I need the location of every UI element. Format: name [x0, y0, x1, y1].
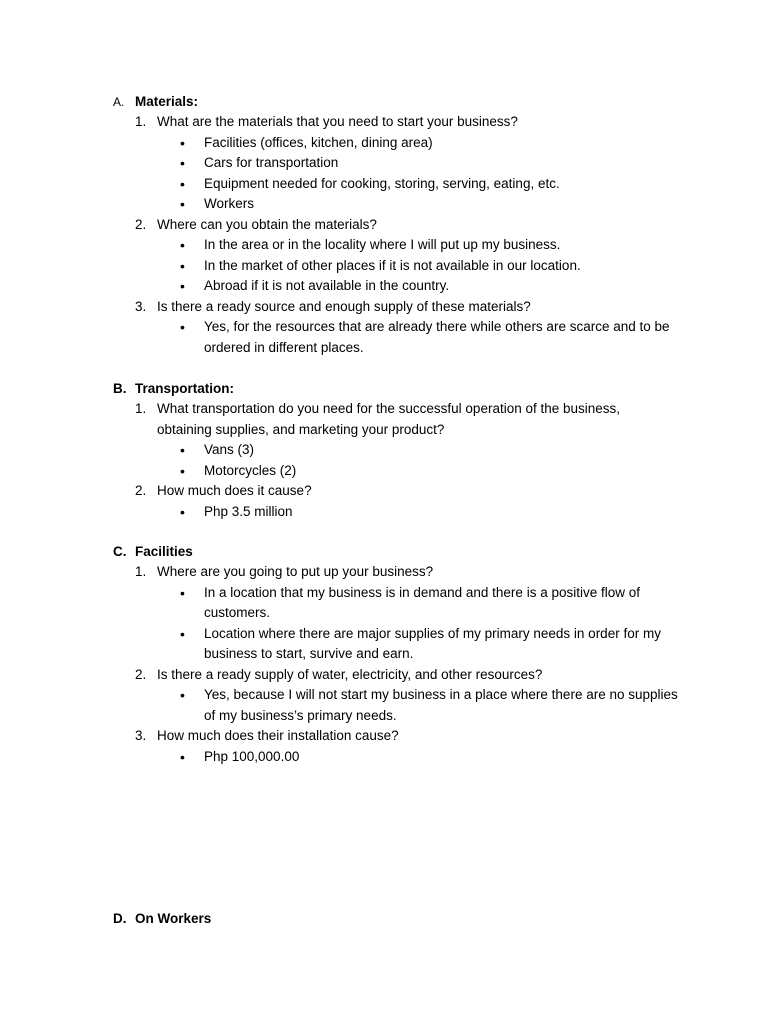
question-item	[113, 297, 713, 318]
question-item	[113, 399, 713, 440]
bullet-item	[113, 174, 713, 195]
bullet-item	[113, 440, 713, 461]
bullet-text: Equipment needed for cooking, storing, serving, eating, etc.	[204, 175, 560, 191]
question-item	[113, 481, 713, 502]
bullet-item	[113, 153, 713, 174]
bullet-item	[113, 685, 713, 726]
question-text: Where are you going to put up your business?	[157, 564, 434, 579]
question-item	[113, 215, 713, 236]
bullet-item	[113, 624, 713, 665]
bullet-text: Vans (3)	[204, 442, 255, 457]
bullet-icon: •	[180, 155, 185, 171]
question-text: Is there a ready supply of water, electricity, and other resources?	[157, 666, 543, 682]
bullet-text: Php 3.5 million	[204, 503, 293, 519]
bullet-text: In the market of other places if it is not available in our location.	[204, 257, 581, 273]
bullet-icon: •	[180, 134, 185, 151]
bullet-text: Yes, for the resources that are already there while others are scarce and to be ordered in different places.	[204, 319, 670, 355]
question-number: 2.	[135, 666, 147, 682]
question-text: How much does their installation cause?	[157, 728, 399, 743]
bullet-item	[113, 502, 713, 523]
bullet-icon: •	[180, 237, 185, 253]
bullet-icon: •	[180, 687, 185, 703]
bullet-item	[113, 256, 713, 277]
question-item	[113, 665, 713, 686]
section-heading	[113, 378, 713, 399]
question-text: What are the materials that you need to start your business?	[157, 114, 518, 129]
bullet-icon: •	[180, 625, 185, 642]
bullet-icon: •	[180, 175, 185, 192]
bullet-icon: •	[180, 196, 185, 212]
section-title: Materials:	[135, 94, 199, 109]
section-transportation	[113, 378, 713, 522]
bullet-item	[113, 235, 713, 256]
bullet-item	[113, 276, 713, 297]
bullet-icon: •	[180, 278, 185, 294]
bullet-item	[113, 194, 713, 215]
question-number: 1.	[135, 564, 147, 579]
bullet-text: Abroad if it is not available in the country.	[204, 278, 450, 293]
bullet-text: Workers	[204, 196, 255, 211]
section-materials	[113, 91, 713, 358]
section-title: Transportation:	[135, 381, 235, 396]
bullet-item	[113, 583, 713, 624]
bullet-text: In a location that my business is in demand and there is a positive flow of customers.	[204, 584, 640, 620]
bullet-icon: •	[180, 442, 185, 458]
bullet-text: Cars for transportation	[204, 155, 339, 170]
section-on-workers	[113, 908, 713, 929]
section-heading	[113, 91, 713, 112]
question-number: 3.	[135, 298, 147, 314]
section-title: Facilities	[135, 544, 193, 559]
bullet-text: Facilities (offices, kitchen, dining area)	[204, 134, 433, 150]
question-number: 1.	[135, 114, 147, 129]
question-item	[113, 726, 713, 747]
question-item	[113, 112, 713, 133]
section-heading	[113, 541, 713, 562]
bullet-text: Motorcycles (2)	[204, 462, 297, 478]
question-text: Is there a ready source and enough supply of these materials?	[157, 298, 531, 314]
question-number: 2.	[135, 483, 147, 498]
question-number: 3.	[135, 728, 147, 743]
bullet-icon: •	[180, 462, 185, 479]
section-letter: B.	[113, 381, 127, 396]
section-facilities	[113, 541, 713, 767]
bullet-icon: •	[180, 584, 185, 601]
bullet-text: Php 100,000.00	[204, 748, 300, 764]
bullet-text: In the area or in the locality where I will put up my business.	[204, 237, 561, 252]
question-text: How much does it cause?	[157, 483, 312, 498]
section-letter: C.	[113, 544, 127, 559]
question-number: 1.	[135, 401, 147, 416]
section-letter: A.	[113, 95, 125, 109]
question-number: 2.	[135, 216, 147, 232]
section-heading	[113, 908, 713, 929]
question-text: Where can you obtain the materials?	[157, 216, 377, 232]
bullet-icon: •	[180, 748, 185, 765]
bullet-text: Yes, because I will not start my business in a place where there are no supplies of my business’s primary needs.	[204, 687, 678, 723]
question-text: What transportation do you need for the successful operation of the business, obtaining supplies, and marketing your product?	[157, 401, 621, 437]
question-item	[113, 562, 713, 583]
bullet-item	[113, 461, 713, 482]
section-title: On Workers	[135, 911, 212, 926]
bullet-text: Location where there are major supplies of my primary needs in order for my business to start, survive and earn.	[204, 625, 661, 661]
bullet-item	[113, 133, 713, 154]
bullet-icon: •	[180, 503, 185, 520]
bullet-icon: •	[180, 257, 185, 274]
bullet-icon: •	[180, 319, 185, 335]
bullet-item	[113, 747, 713, 768]
bullet-item	[113, 317, 713, 358]
section-letter: D.	[113, 911, 127, 926]
